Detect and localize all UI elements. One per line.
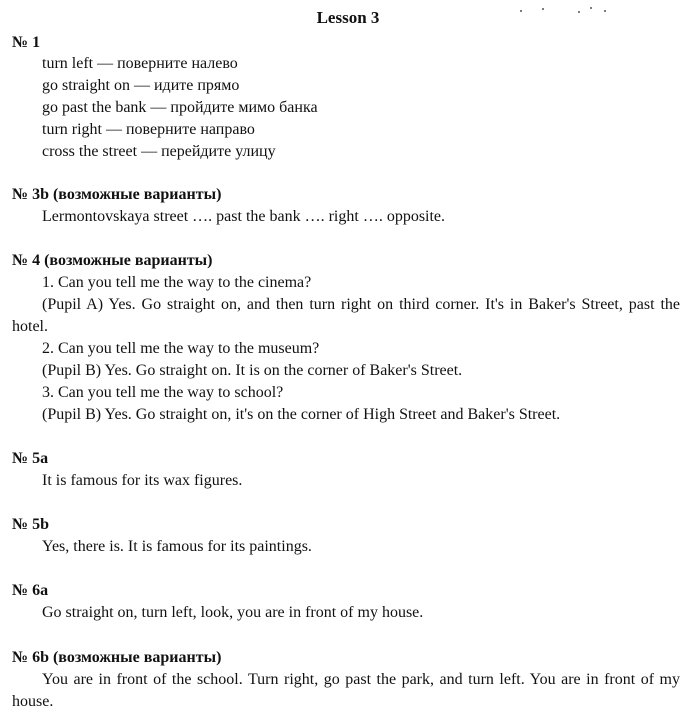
lesson-title: Lesson 3	[316, 8, 380, 27]
ex5b-heading: № 5b	[12, 516, 49, 533]
ex6b-text: You are in front of the school. Turn right, go past the park, and turn left. You are in front of my house.	[12, 671, 680, 710]
ex4-question-3: 3. Can you tell me the way to school?	[42, 384, 284, 401]
ex4-question-1: 1. Can you tell me the way to the cinema?	[42, 274, 312, 291]
ex4-answer-2: (Pupil B) Yes. Go straight on. It is on the corner of Baker's Street.	[42, 362, 463, 379]
ex1-line-4: turn right — поверните направо	[42, 121, 255, 138]
ex1-line-3: go past the bank — пройдите мимо банка	[42, 99, 318, 116]
ex4-answer-3: (Pupil B) Yes. Go straight on, it's on the corner of High Street and Baker's Street.	[42, 406, 561, 423]
ex1-line-2: go straight on — идите прямо	[42, 77, 240, 94]
ex4-question-2: 2. Can you tell me the way to the museum?	[42, 340, 320, 357]
ex4-heading: № 4 (возможные варианты)	[12, 252, 213, 269]
ex1-line-5: cross the street — перейдите улицу	[42, 143, 276, 160]
ex6a-text: Go straight on, turn left, look, you are in front of my house.	[42, 604, 424, 621]
ex5b-text: Yes, there is. It is famous for its paintings.	[42, 538, 312, 555]
ex1-line-1: turn left — поверните налево	[42, 55, 238, 72]
ex6b-heading: № 6b (возможные варианты)	[12, 649, 222, 666]
ex3b-text: Lermontovskaya street …. past the bank …. right …. opposite.	[42, 208, 446, 225]
ex5a-heading: № 5a	[12, 450, 49, 467]
ex6a-heading: № 6a	[12, 582, 49, 599]
ex5a-text: It is famous for its wax figures.	[42, 472, 243, 489]
ex3b-heading: № 3b (возможные варианты)	[12, 186, 222, 203]
ex1-heading: № 1	[12, 34, 41, 51]
ex4-answer-1: (Pupil A) Yes. Go straight on, and then turn right on third corner. It's in Baker's Street, past the hotel.	[12, 296, 680, 335]
